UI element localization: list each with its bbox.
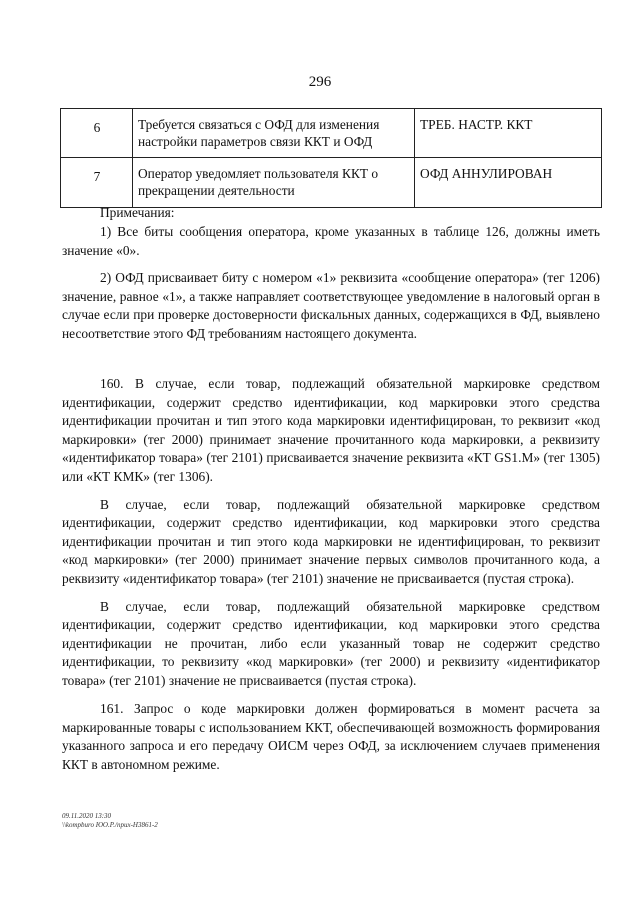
notes-heading: Примечания: bbox=[100, 205, 175, 220]
table-row bbox=[61, 109, 602, 158]
row-number: 7 bbox=[61, 158, 133, 208]
row-description: Требуется связаться с ОФД для изменения настройки параметров связи ККТ и ОФД bbox=[133, 109, 415, 158]
footer-path: \\kompburo ЮО.Р./приx-H3861-2 bbox=[62, 821, 158, 829]
notes-list bbox=[62, 223, 600, 344]
row-description: Оператор уведомляет пользователя ККТ о прекращении деятельности bbox=[133, 158, 415, 208]
page-number: 296 bbox=[308, 74, 332, 90]
row-number: 6 bbox=[61, 109, 133, 158]
paragraph-160-1: 160. В случае, если товар, подлежащий обязательной маркировке средством идентификации, содержит средство идентификации, код маркировки этого средства идентификации прочитан и тип этого кода маркировки идентифицирован, то реквизит «код маркировки» (тег 2000) принимает значение прочитанного кода маркировки, а реквизиту «идентификатор товара» (тег 2101) присваивается значение реквизита «КТ GS1.M» (тег 1305) или «КТ КМК» (тег 1306). bbox=[62, 376, 600, 484]
paragraph-160-3: В случае, если товар, подлежащий обязательной маркировке средством идентификации, содержит средство идентификации, код маркировки этого средства идентификации не прочитан, либо если указанный товар не содержит средство идентификации, то реквизиту «код маркировки» (тег 2000) и реквизиту «идентификатор товара» (тег 2101) значение не присваивается (пустая строка). bbox=[62, 598, 600, 688]
note-1: 1) Все биты сообщения оператора, кроме указанных в таблице 126, должны иметь значение «0». bbox=[62, 224, 600, 258]
footer-stamp bbox=[62, 812, 158, 830]
operator-message-table bbox=[60, 108, 602, 208]
section-161 bbox=[62, 700, 600, 774]
section-160 bbox=[62, 375, 600, 691]
note-2: 2) ОФД присваивает биту с номером «1» реквизита «сообщение оператора» (тег 1206) значение, равное «1», а также направляет соответствующее уведомление в налоговый орган в случае если при проверке достоверности фискальных данных, содержащихся в ФД, выявлено несоответствие этого ФД требованиям настоящего документа. bbox=[62, 270, 600, 341]
table-row bbox=[61, 158, 602, 208]
paragraph-160-2: В случае, если товар, подлежащий обязательной маркировке средством идентификации, содержит средство идентификации, код маркировки этого средства идентификации прочитан и тип этого кода маркировки не идентифицирован, то реквизит «код маркировки» (тег 2000) принимает значение первых символов прочитанного кода, а реквизиту «идентификатор товара» (тег 2101) значение не присваивается (пустая строка). bbox=[62, 496, 600, 586]
footer-date: 09.11.2020 13:30 bbox=[62, 812, 112, 820]
row-code: ТРЕБ. НАСТР. ККТ bbox=[415, 109, 602, 158]
paragraph-161: 161. Запрос о коде маркировки должен формироваться в момент расчета за маркированные товары с использованием ККТ, обеспечивающей возможность формирования указанного запроса и его передачу ОИСМ через ОФД, за исключением случаев применения ККТ в автономном режиме. bbox=[62, 701, 600, 772]
row-code: ОФД АННУЛИРОВАН bbox=[415, 158, 602, 208]
